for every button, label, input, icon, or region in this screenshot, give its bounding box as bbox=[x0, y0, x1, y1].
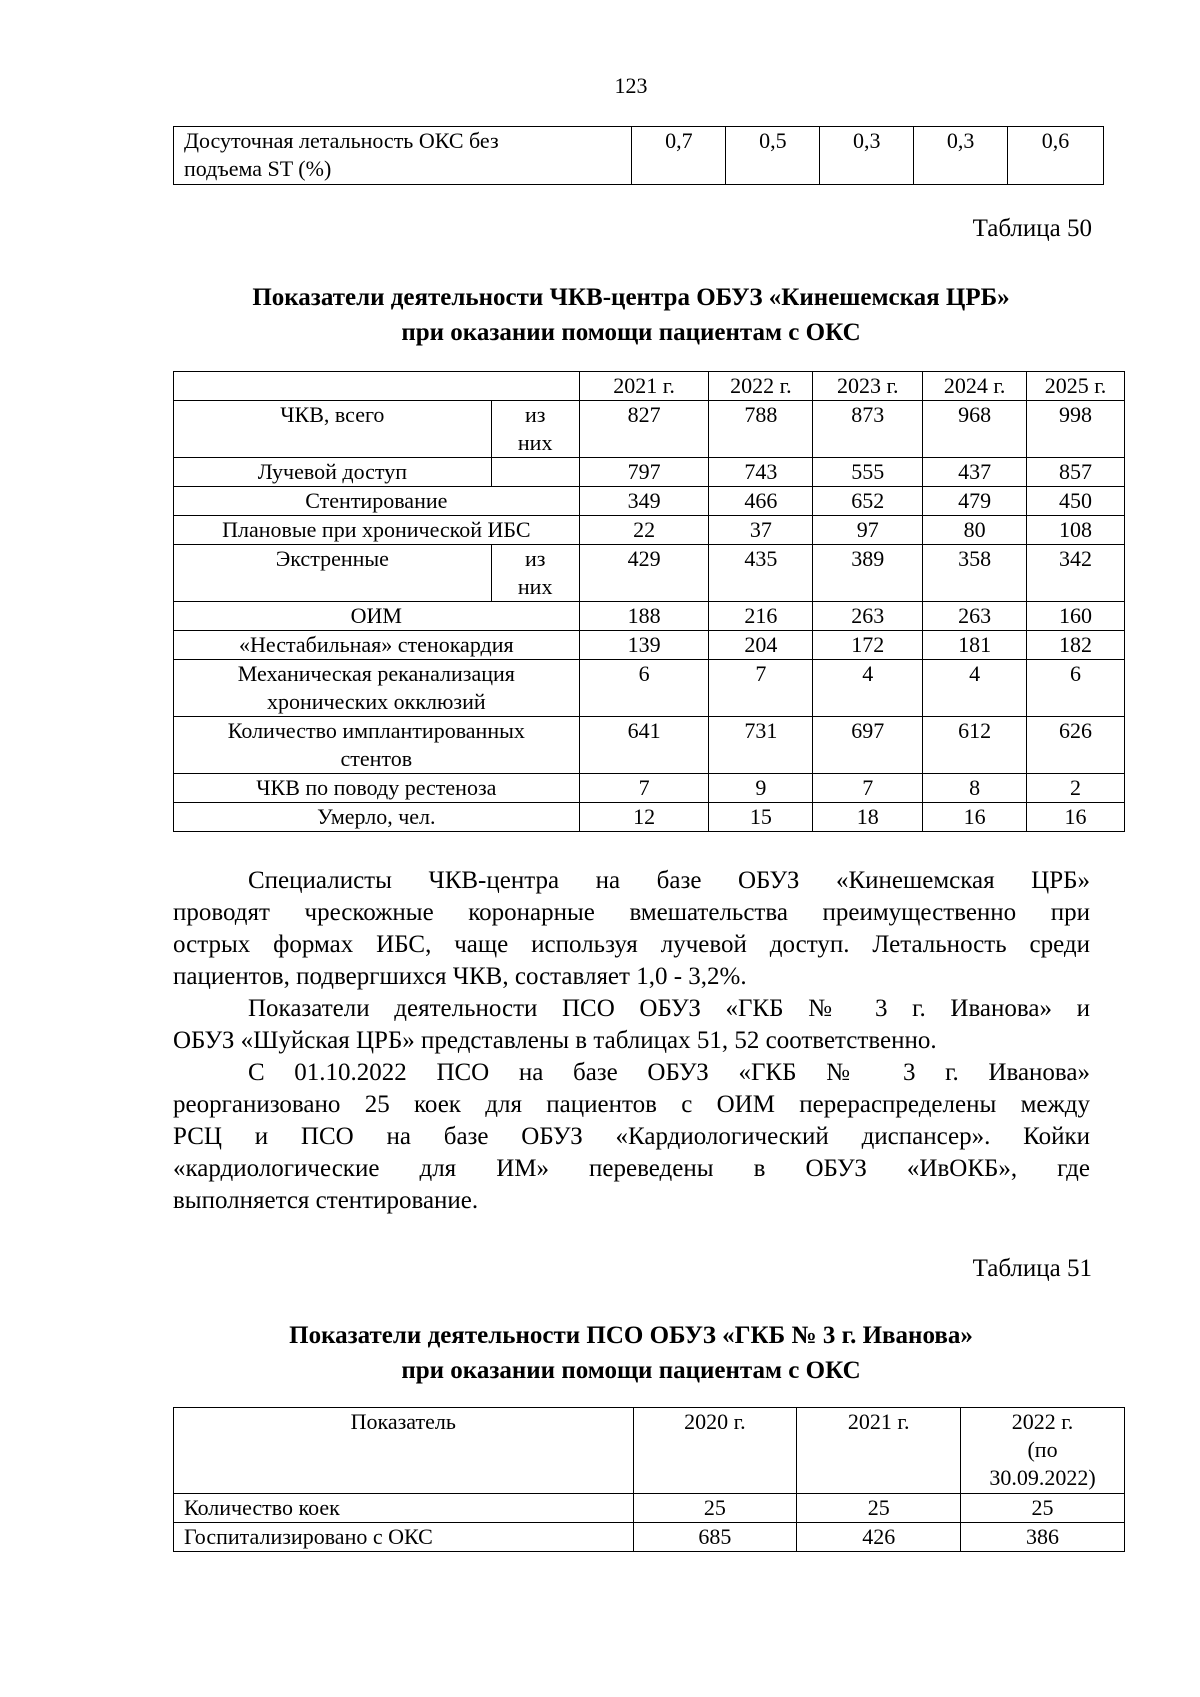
row-label: Механическая реканализация хронических окклюзий bbox=[174, 660, 580, 717]
cell-value: 641 bbox=[579, 717, 709, 774]
cell-value: 555 bbox=[813, 458, 923, 487]
cell-value: 827 bbox=[579, 401, 709, 458]
cell-value: 968 bbox=[923, 401, 1027, 458]
table49-tail bbox=[173, 126, 1104, 185]
table-row bbox=[174, 545, 1125, 602]
table-row bbox=[174, 602, 1125, 631]
cell-value: 216 bbox=[709, 602, 813, 631]
column-header: 2021 г. bbox=[579, 372, 709, 401]
cell-value: 652 bbox=[813, 487, 923, 516]
table-header-row bbox=[174, 372, 1125, 401]
cell-value: 7 bbox=[813, 774, 923, 803]
row-sublabel: из них bbox=[491, 545, 579, 602]
cell-value: 349 bbox=[579, 487, 709, 516]
table-row bbox=[174, 631, 1125, 660]
paragraph-line: выполняется стентирование. bbox=[173, 1187, 479, 1214]
page-number: 123 bbox=[614, 73, 648, 98]
cell-value: 2 bbox=[1027, 774, 1125, 803]
cell-value: 181 bbox=[923, 631, 1027, 660]
cell-value: 139 bbox=[579, 631, 709, 660]
table50-caption: Таблица 50 bbox=[972, 215, 1092, 242]
row-label: ОИМ bbox=[174, 602, 580, 631]
cell-value: 0,3 bbox=[820, 127, 914, 185]
row-label: Досуточная летальность ОКС без подъема ST (%) bbox=[174, 127, 632, 185]
table-row bbox=[174, 1494, 1125, 1523]
cell-value: 857 bbox=[1027, 458, 1125, 487]
paragraph-line: Показатели деятельности ПСО ОБУЗ «ГКБ № 3 г. Иванова» и bbox=[248, 995, 1090, 1022]
row-label: Экстренные bbox=[174, 545, 492, 602]
cell-value: 9 bbox=[709, 774, 813, 803]
table50-title: Показатели деятельности ЧКВ-центра ОБУЗ «Кинешемская ЦРБ» при оказании помощи пациентам с ОКС bbox=[252, 284, 1010, 346]
column-header: 2023 г. bbox=[813, 372, 923, 401]
cell-value: 263 bbox=[923, 602, 1027, 631]
cell-value: 37 bbox=[709, 516, 813, 545]
column-header: 2022 г. (по 30.09.2022) bbox=[961, 1408, 1125, 1494]
row-label: ЧКВ по поводу рестеноза bbox=[174, 774, 580, 803]
row-label: Количество коек bbox=[174, 1494, 634, 1523]
table-row bbox=[174, 127, 1104, 185]
column-header: 2024 г. bbox=[923, 372, 1027, 401]
paragraph-line: Специалисты ЧКВ-центра на базе ОБУЗ «Кинешемская ЦРБ» bbox=[248, 867, 1090, 894]
cell-value: 25 bbox=[797, 1494, 961, 1523]
table-row bbox=[174, 717, 1125, 774]
row-label: «Нестабильная» стенокардия bbox=[174, 631, 580, 660]
paragraph-line: реорганизовано 25 коек для пациентов с ОИМ перераспределены между bbox=[173, 1091, 1090, 1118]
row-label: Госпитализировано с ОКС bbox=[174, 1523, 634, 1552]
table-row bbox=[174, 487, 1125, 516]
cell-value: 797 bbox=[579, 458, 709, 487]
cell-value: 358 bbox=[923, 545, 1027, 602]
cell-value: 188 bbox=[579, 602, 709, 631]
paragraph-line: острых формах ИБС, чаще используя лучевой доступ. Летальность среди bbox=[173, 931, 1090, 958]
table-row bbox=[174, 516, 1125, 545]
cell-value: 6 bbox=[1027, 660, 1125, 717]
cell-value: 4 bbox=[923, 660, 1027, 717]
paragraph-1 bbox=[173, 865, 1090, 993]
table-row bbox=[174, 458, 1125, 487]
cell-value: 873 bbox=[813, 401, 923, 458]
paragraph-line: проводят чрескожные коронарные вмешательства преимущественно при bbox=[173, 899, 1090, 926]
cell-value: 435 bbox=[709, 545, 813, 602]
paragraph-line: РСЦ и ПСО на базе ОБУЗ «Кардиологический диспансер». Койки bbox=[173, 1123, 1090, 1150]
row-label: Умерло, чел. bbox=[174, 803, 580, 832]
column-header: Показатель bbox=[174, 1408, 634, 1494]
cell-value: 18 bbox=[813, 803, 923, 832]
column-header: 2020 г. bbox=[633, 1408, 797, 1494]
header-empty-cell bbox=[174, 372, 580, 401]
cell-value: 204 bbox=[709, 631, 813, 660]
cell-value: 108 bbox=[1027, 516, 1125, 545]
table51-title: Показатели деятельности ПСО ОБУЗ «ГКБ № 3 г. Иванова» при оказании помощи пациентам с ОКС bbox=[289, 1322, 973, 1384]
cell-value: 0,3 bbox=[914, 127, 1008, 185]
table-row bbox=[174, 660, 1125, 717]
cell-value: 788 bbox=[709, 401, 813, 458]
paragraph-line: «кардиологические для ИМ» переведены в ОБУЗ «ИвОКБ», где bbox=[173, 1155, 1090, 1182]
cell-value: 7 bbox=[709, 660, 813, 717]
cell-value: 12 bbox=[579, 803, 709, 832]
cell-value: 437 bbox=[923, 458, 1027, 487]
cell-value: 479 bbox=[923, 487, 1027, 516]
row-label: Лучевой доступ bbox=[174, 458, 492, 487]
table50 bbox=[173, 371, 1125, 832]
cell-value: 731 bbox=[709, 717, 813, 774]
cell-value: 450 bbox=[1027, 487, 1125, 516]
cell-value: 998 bbox=[1027, 401, 1125, 458]
cell-value: 685 bbox=[633, 1523, 797, 1552]
cell-value: 697 bbox=[813, 717, 923, 774]
paragraph-2 bbox=[173, 993, 1090, 1057]
cell-value: 342 bbox=[1027, 545, 1125, 602]
cell-value: 0,6 bbox=[1008, 127, 1104, 185]
cell-value: 15 bbox=[709, 803, 813, 832]
table-header-row bbox=[174, 1408, 1125, 1494]
paragraph-line: С 01.10.2022 ПСО на базе ОБУЗ «ГКБ № 3 г. Иванова» bbox=[248, 1059, 1090, 1086]
column-header: 2025 г. bbox=[1027, 372, 1125, 401]
column-header: 2022 г. bbox=[709, 372, 813, 401]
cell-value: 25 bbox=[633, 1494, 797, 1523]
cell-value: 16 bbox=[1027, 803, 1125, 832]
row-label: Количество имплантированных стентов bbox=[174, 717, 580, 774]
cell-value: 7 bbox=[579, 774, 709, 803]
column-header: 2021 г. bbox=[797, 1408, 961, 1494]
cell-value: 6 bbox=[579, 660, 709, 717]
cell-value: 25 bbox=[961, 1494, 1125, 1523]
table-row bbox=[174, 401, 1125, 458]
paragraph-3 bbox=[173, 1057, 1090, 1217]
cell-value: 612 bbox=[923, 717, 1027, 774]
paragraph-line: пациентов, подвергшихся ЧКВ, составляет 1,0 - 3,2%. bbox=[173, 963, 747, 990]
row-label: Стентирование bbox=[174, 487, 580, 516]
cell-value: 626 bbox=[1027, 717, 1125, 774]
cell-value: 172 bbox=[813, 631, 923, 660]
row-label: ЧКВ, всего bbox=[174, 401, 492, 458]
cell-value: 182 bbox=[1027, 631, 1125, 660]
cell-value: 466 bbox=[709, 487, 813, 516]
table-row bbox=[174, 774, 1125, 803]
cell-value: 0,5 bbox=[726, 127, 820, 185]
table-row bbox=[174, 803, 1125, 832]
cell-value: 386 bbox=[961, 1523, 1125, 1552]
cell-value: 0,7 bbox=[632, 127, 726, 185]
cell-value: 80 bbox=[923, 516, 1027, 545]
cell-value: 16 bbox=[923, 803, 1027, 832]
cell-value: 429 bbox=[579, 545, 709, 602]
table51-caption: Таблица 51 bbox=[972, 1255, 1092, 1282]
cell-value: 389 bbox=[813, 545, 923, 602]
empty-cell bbox=[491, 458, 579, 487]
row-sublabel: из них bbox=[491, 401, 579, 458]
cell-value: 426 bbox=[797, 1523, 961, 1552]
cell-value: 160 bbox=[1027, 602, 1125, 631]
row-label: Плановые при хронической ИБС bbox=[174, 516, 580, 545]
table-row bbox=[174, 1523, 1125, 1552]
cell-value: 97 bbox=[813, 516, 923, 545]
cell-value: 8 bbox=[923, 774, 1027, 803]
cell-value: 22 bbox=[579, 516, 709, 545]
table51 bbox=[173, 1407, 1125, 1552]
cell-value: 263 bbox=[813, 602, 923, 631]
cell-value: 4 bbox=[813, 660, 923, 717]
paragraph-line: ОБУЗ «Шуйская ЦРБ» представлены в таблицах 51, 52 соответственно. bbox=[173, 1027, 937, 1054]
cell-value: 743 bbox=[709, 458, 813, 487]
